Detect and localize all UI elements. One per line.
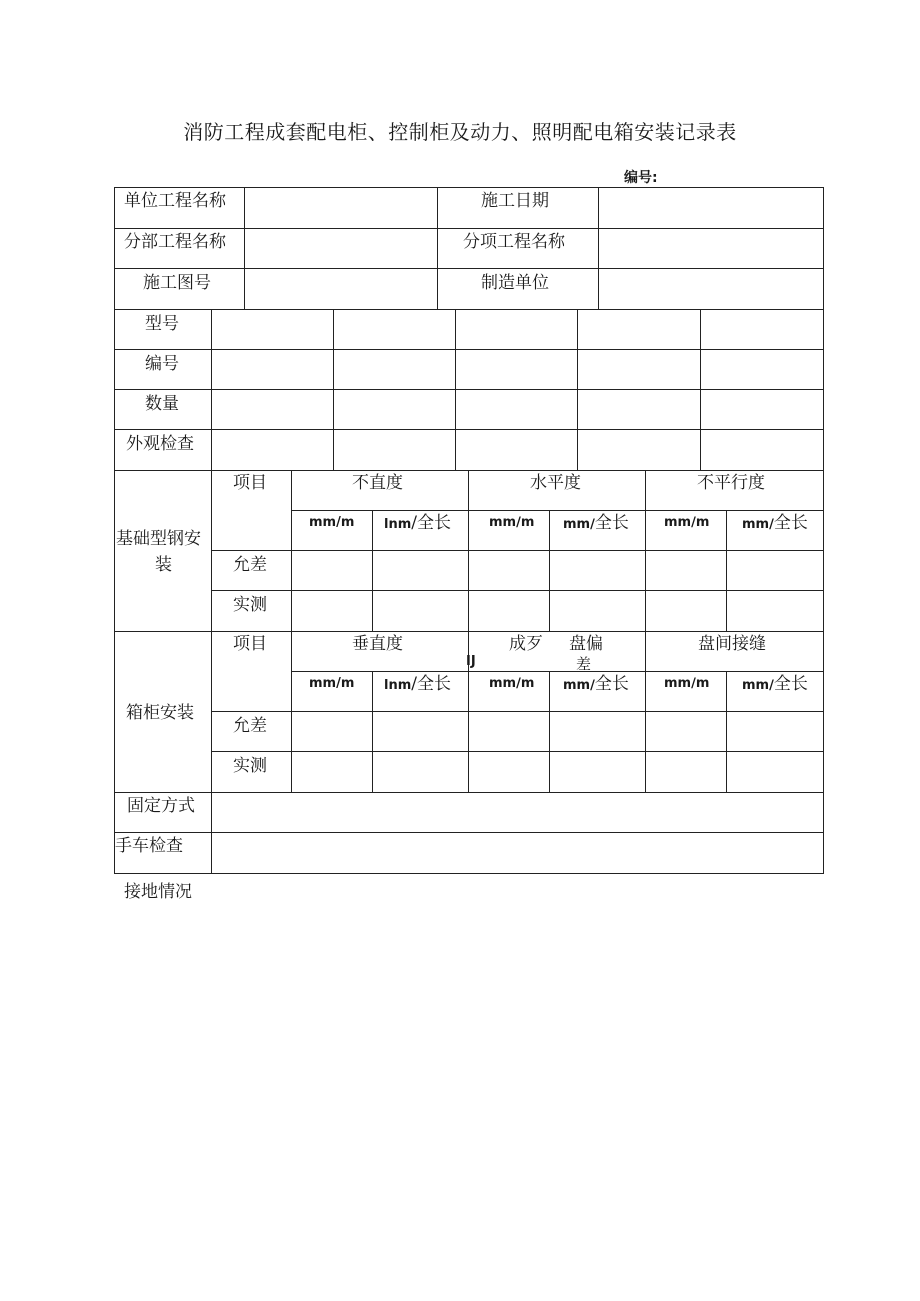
doc-number-label: 编号: — [624, 170, 658, 186]
cell-serial-4[interactable] — [577, 349, 701, 390]
cell-model-4[interactable] — [577, 309, 701, 350]
cell-cabinet-measured-4[interactable] — [549, 751, 646, 793]
cell-cabinet-measured-6[interactable] — [726, 751, 824, 793]
cell-quantity-2[interactable] — [333, 389, 456, 430]
cell-cabinet-tolerance-3[interactable] — [468, 711, 550, 752]
cell-manufacturer-label: 制造单位 — [437, 268, 599, 310]
cell-serial-1[interactable] — [211, 349, 334, 390]
cell-foundation-tolerance-1[interactable] — [291, 550, 373, 591]
cell-model-1[interactable] — [211, 309, 334, 350]
cell-cabinet-unit-5: mm∕m — [645, 671, 727, 712]
cell-foundation-tolerance-label: 允差 — [211, 550, 292, 591]
cell-cabinet-unit-6: mm∕全长 — [726, 671, 824, 712]
cell-appearance-1[interactable] — [211, 429, 334, 471]
cell-foundation-unit-2: lnm/全长 — [372, 510, 469, 551]
cell-cabinet-measured-label: 实测 — [211, 751, 292, 793]
cell-foundation-tolerance-6[interactable] — [726, 550, 824, 591]
cell-foundation-measured-6[interactable] — [726, 590, 824, 632]
cell-serial-2[interactable] — [333, 349, 456, 390]
cell-appearance-3[interactable] — [455, 429, 578, 471]
cell-foundation-unit-6: mm∕全长 — [726, 510, 824, 551]
cell-model-2[interactable] — [333, 309, 456, 350]
cell-appearance-4[interactable] — [577, 429, 701, 471]
cell-foundation-straightness: 不直度 — [291, 470, 469, 511]
cell-quantity-1[interactable] — [211, 389, 334, 430]
cell-unit-project-label: 单位工程名称 — [114, 187, 245, 229]
grounding-label: 接地情况 — [124, 882, 192, 902]
cell-cabinet-verticality: 垂直度 — [291, 631, 469, 672]
document-title: 消防工程成套配电柜、控制柜及动力、照明配电箱安装记录表 — [183, 120, 737, 144]
cell-foundation-tolerance-4[interactable] — [549, 550, 646, 591]
cell-foundation-unit-3: mm∕m — [468, 510, 550, 551]
cell-cabinet-tolerance-label: 允差 — [211, 711, 292, 752]
cell-cabinet-unit-1: mm/m — [291, 671, 373, 712]
cell-cabinet-tolerance-1[interactable] — [291, 711, 373, 752]
cell-appearance-5[interactable] — [700, 429, 824, 471]
cell-item-project-value[interactable] — [598, 228, 824, 269]
cell-cabinet-measured-5[interactable] — [645, 751, 727, 793]
cell-cabinet-tolerance-4[interactable] — [549, 711, 646, 752]
cell-cabinet-gap: 盘间接缝 — [645, 631, 824, 672]
cell-fixing-method-value[interactable] — [211, 792, 824, 833]
cell-model-5[interactable] — [700, 309, 824, 350]
cell-cabinet-tolerance-6[interactable] — [726, 711, 824, 752]
cell-construction-date-label: 施工日期 — [437, 187, 599, 229]
cell-sub-project-label: 分部工程名称 — [114, 228, 245, 269]
cell-foundation-parallelism: 不平行度 — [645, 470, 824, 511]
cell-cabinet-measured-3[interactable] — [468, 751, 550, 793]
cell-foundation-measured-1[interactable] — [291, 590, 373, 632]
cell-model-3[interactable] — [455, 309, 578, 350]
cell-quantity-label: 数量 — [114, 389, 212, 430]
cell-quantity-5[interactable] — [700, 389, 824, 430]
cell-cabinet-unit-4: mm∕全长 — [549, 671, 646, 712]
cell-foundation-measured-label: 实测 — [211, 590, 292, 632]
cell-item-project-label: 分项工程名称 — [437, 228, 599, 269]
cell-foundation-measured-3[interactable] — [468, 590, 550, 632]
cell-trolley-check-label: 手车检查 — [114, 832, 212, 874]
cell-cabinet-unit-2: lnm/全长 — [372, 671, 469, 712]
cell-drawing-no-value[interactable] — [244, 268, 438, 310]
cell-cabinet-unit-3: mm∕m — [468, 671, 550, 712]
cell-manufacturer-value[interactable] — [598, 268, 824, 310]
cell-foundation-tolerance-3[interactable] — [468, 550, 550, 591]
cell-serial-3[interactable] — [455, 349, 578, 390]
cell-appearance-label: 外观检查 — [114, 429, 212, 471]
cell-cabinet-label: 箱柜安装 — [114, 631, 212, 793]
cell-drawing-no-label: 施工图号 — [114, 268, 245, 310]
cell-fixing-method-label: 固定方式 — [114, 792, 212, 833]
cell-appearance-2[interactable] — [333, 429, 456, 471]
cell-foundation-item: 项目 — [211, 470, 292, 551]
cell-cabinet-tolerance-2[interactable] — [372, 711, 469, 752]
cell-serial-5[interactable] — [700, 349, 824, 390]
cell-foundation-unit-1: mm/m — [291, 510, 373, 551]
cell-cabinet-tolerance-5[interactable] — [645, 711, 727, 752]
cell-foundation-measured-5[interactable] — [645, 590, 727, 632]
cell-unit-project-value[interactable] — [244, 187, 438, 229]
cell-model-label: 型号 — [114, 309, 212, 350]
cell-foundation-levelness: 水平度 — [468, 470, 646, 511]
cell-foundation-unit-4: mm∕全长 — [549, 510, 646, 551]
cell-foundation-unit-5: mm∕m — [645, 510, 727, 551]
cell-quantity-3[interactable] — [455, 389, 578, 430]
cell-foundation-tolerance-2[interactable] — [372, 550, 469, 591]
cell-foundation-tolerance-5[interactable] — [645, 550, 727, 591]
cell-cabinet-row-offset: 成歹 IJ 盘偏 差 — [468, 631, 646, 672]
cell-trolley-check-value[interactable] — [211, 832, 824, 874]
cell-cabinet-measured-2[interactable] — [372, 751, 469, 793]
cell-cabinet-measured-1[interactable] — [291, 751, 373, 793]
cell-foundation-measured-2[interactable] — [372, 590, 469, 632]
cell-quantity-4[interactable] — [577, 389, 701, 430]
cell-foundation-label: 基础型钢安 装 — [114, 470, 212, 632]
cell-foundation-measured-4[interactable] — [549, 590, 646, 632]
cell-sub-project-value[interactable] — [244, 228, 438, 269]
cell-cabinet-item: 项目 — [211, 631, 292, 712]
cell-construction-date-value[interactable] — [598, 187, 824, 229]
cell-serial-label: 编号 — [114, 349, 212, 390]
